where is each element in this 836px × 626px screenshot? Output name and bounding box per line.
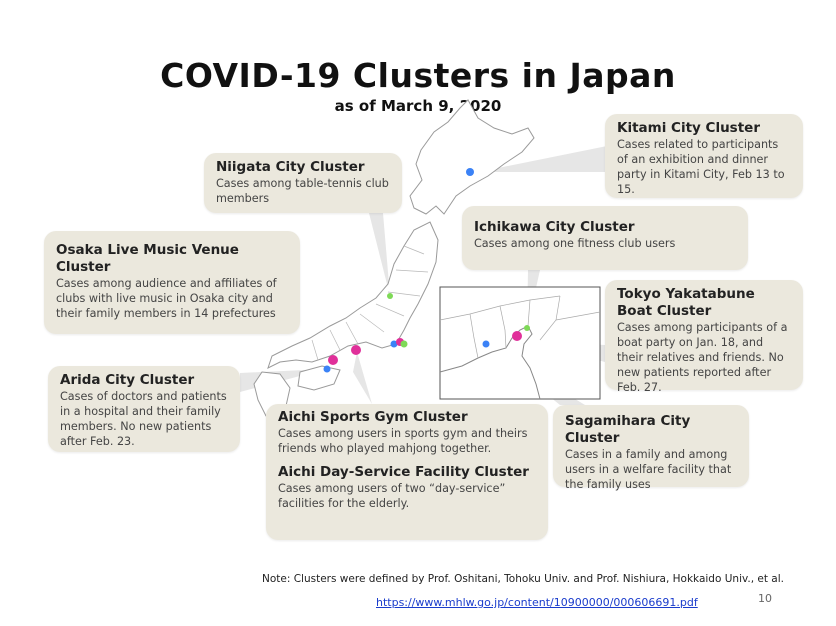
hokkaido-outline — [410, 100, 534, 214]
page-title: COVID-19 Clusters in Japan — [160, 56, 676, 95]
pointer-aichi — [353, 352, 372, 404]
callout-osaka — [44, 231, 300, 334]
marker-tokyo-region — [401, 341, 408, 348]
page-subtitle: as of March 9, 2020 — [334, 97, 502, 115]
pointer-niigata — [369, 213, 390, 296]
kanto-inset-frame — [440, 287, 600, 399]
cluster-desc: Cases among audience and affiliates of clubs with live music in Osaka city and their family members in 14 prefectures — [56, 277, 277, 320]
cluster-name: Sagamihara City Cluster — [565, 413, 691, 446]
callout-ichikawa — [462, 206, 748, 270]
marker-niigata — [387, 293, 393, 299]
callout-aichi — [266, 404, 548, 540]
callout-niigata — [204, 153, 402, 213]
cluster-desc: Cases among one fitness club users — [474, 237, 676, 250]
marker-ichikawa — [524, 325, 530, 331]
cluster-name: Kitami City Cluster — [617, 120, 760, 136]
cluster-desc: Cases related to participants of an exhibition and dinner party in Kitami City, Feb 13 to 15. — [617, 138, 785, 196]
cluster-name: Tokyo Yakatabune Boat Cluster — [617, 286, 755, 319]
cluster-desc: Cases among participants of a boat party on Jan. 18, and their relatives and friends. No new patients reported after Feb. 27. — [617, 321, 788, 394]
shikoku-outline — [298, 366, 340, 390]
marker-kitami — [466, 168, 474, 176]
marker-tokyo-boat — [512, 331, 522, 341]
cluster-desc: Cases among table-tennis club members — [216, 177, 389, 205]
cluster-name: Aichi Day-Service Facility Cluster — [278, 464, 529, 480]
marker-arida — [324, 366, 331, 373]
source-link[interactable]: https://www.mhlw.go.jp/content/10900000/000606691.pdf — [376, 596, 698, 609]
page-number: 10 — [758, 592, 772, 605]
cluster-desc: Cases among users of two “day-service” facilities for the elderly. — [278, 482, 506, 510]
footnote: Note: Clusters were defined by Prof. Oshitani, Tohoku Univ. and Prof. Nishiura, Hokkaido Univ., et al. — [262, 573, 784, 585]
callout-arida — [48, 366, 240, 452]
callout-sagamihara — [553, 405, 749, 491]
cluster-name: Ichikawa City Cluster — [474, 219, 635, 235]
marker-sagamihara — [483, 341, 490, 348]
cluster-name: Arida City Cluster — [60, 372, 195, 388]
cluster-name: Aichi Sports Gym Cluster — [278, 409, 468, 425]
callout-tokyo-boat — [605, 280, 803, 394]
cluster-name: Osaka Live Music Venue Cluster — [56, 242, 239, 275]
cluster-desc: Cases of doctors and patients in a hospital and their family members. No new patients after Feb. 23. — [60, 390, 227, 448]
cluster-name: Niigata City Cluster — [216, 159, 365, 175]
cluster-desc: Cases in a family and among users in a welfare facility that the family uses — [565, 448, 732, 491]
callout-kitami — [605, 114, 803, 198]
cluster-desc: Cases among users in sports gym and theirs friends who played mahjong together. — [278, 427, 528, 455]
marker-osaka — [328, 355, 338, 365]
marker-aichi-1 — [351, 345, 361, 355]
